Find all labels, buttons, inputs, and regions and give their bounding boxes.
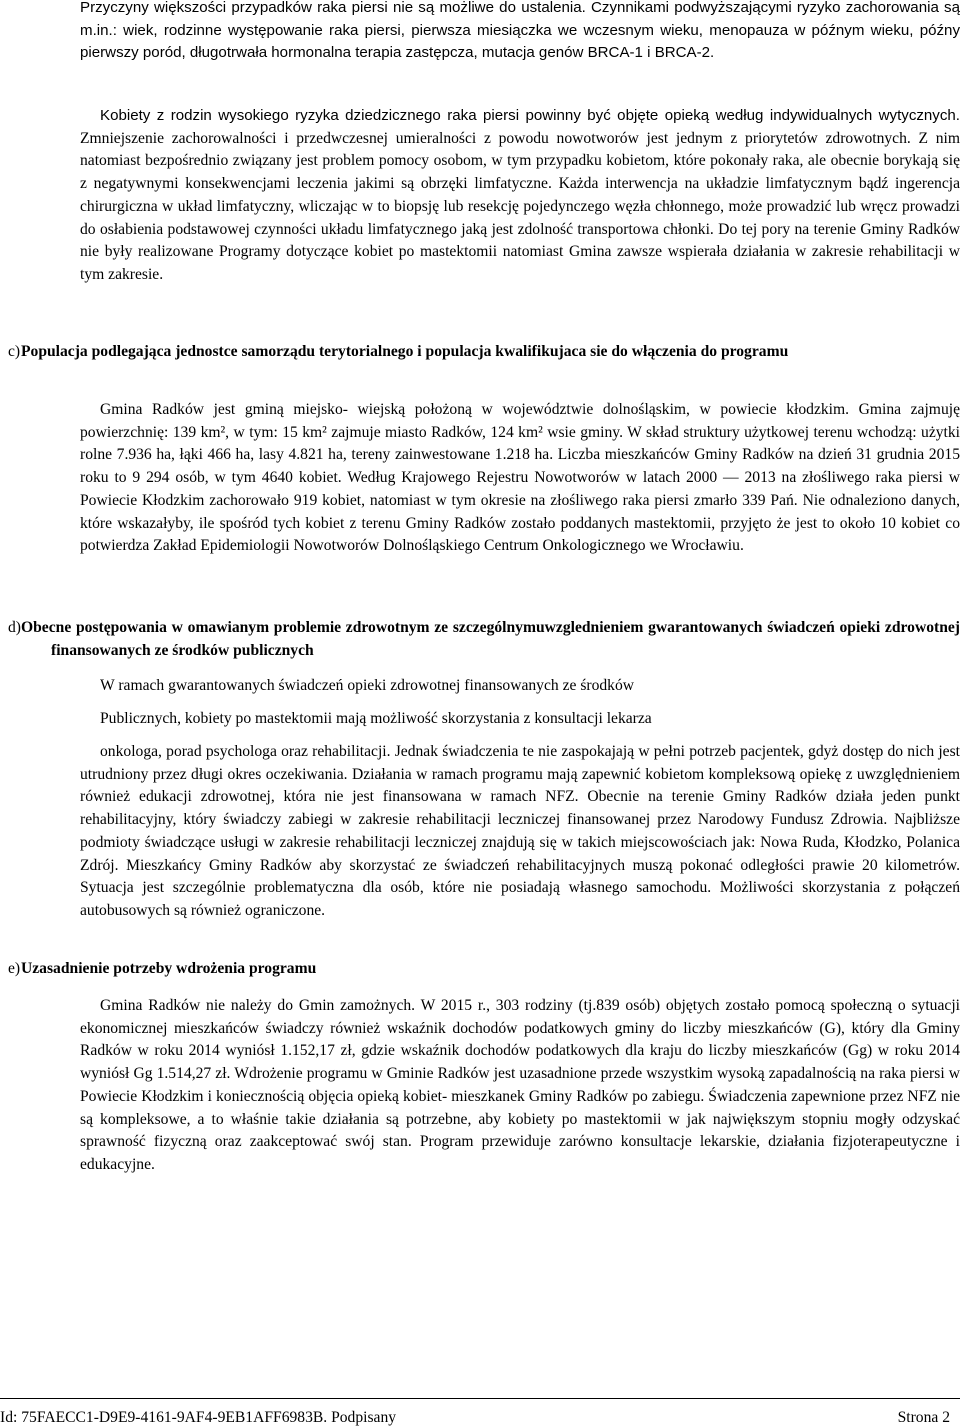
section-e-label: e): [8, 960, 21, 977]
section-e-text: Gmina Radków nie należy do Gmin zamożnych. W 2015 r., 303 rodziny (tj.839 osób) objętych zostało pomocą społeczną o sytuacji ekonomicznej mieszkańców świadczy również wskaźnik dochodów podatkowych gminy do liczby mieszkańców (G), który dla Gminy Radków w roku 2014 wyniósł 1.152,17 zł, gdzie wskaźnik dochodów podatkowych dla kraju do liczby mieszkańców (Gg) w roku 2014 wyniósł Gg 1.514,27 zł. Wdrożenie programu w Gminie Radków jest uzasadnione przede wszystkim wysoką zapadalnością na raka piersi w Powiecie Kłodzkim i koniecznością objęcia opieką kobiet- mieszkanek Gminy Radków po zabiegu. Świadczenia zapewnione przez NFZ nie są kompleksowe, a to właśnie takie działania są potrzebne, aby kobiety po mastektomii w jak największym stopniu mogły odzyskać sprawność fizyczną oraz zaakceptować swój stan. Program przewiduje zarówno konsultacje lekarskie, działania fizjoterapeutyczne i edukacyjne.: [80, 997, 960, 1173]
section-e-title: Uzasadnienie potrzeby wdrożenia programu: [21, 960, 317, 977]
section-d-heading: [8, 617, 960, 662]
section-c-title: Populacja podlegająca jednostce samorządu terytorialnego i populacja kwalifikujaca sie do włączenia do programu: [21, 343, 789, 360]
section-e-heading: [8, 958, 960, 981]
document-id: Id: 75FAECC1-D9E9-4161-9AF4-9EB1AFF6983B. Podpisany: [0, 1409, 397, 1426]
paragraph-lymphatic: [80, 105, 960, 287]
footer-divider: [0, 1398, 960, 1399]
paragraph-lymphatic-lead: Kobiety z rodzin wysokiego ryzyka dziedzicznego raka piersi powinny być objęte opieką według indywidualnych wytycznych.: [100, 107, 960, 124]
section-d-text: onkologa, porad psychologa oraz rehabilitacji. Jednak świadczenia te nie zaspokajają w pełni potrzeb pacjentek, gdyż dostęp do nich jest utrudniony przez długi okres oczekiwania. Działania w ramach programu mają zapewnić kobietom kompleksową opiekę z uwzględnieniem również edukacji zdrowotnej, która nie jest finansowana w ramach NFZ. Obecnie na terenie Gminy Radków działa jeden punkt rehabilitacyjny, który świadczy zabiegi w zakresie rehabilitacji leczniczej finansowanej przez Narodowy Fundusz Zdrowia. Najbliższe podmioty świadczące usługi w zakresie rehabilitacji leczniczej znajdują się w takich miejscowościach jak: Nowa Ruda, Kłodzko, Polanica Zdrój. Mieszkańcy Gminy Radków aby skorzystać ze świadczeń rehabilitacyjnych muszą pokonać odległości prawie 20 kilometrów. Sytuacja jest szczególnie problematyczna dla osób, które nie posiadają własnego samochodu. Możliwości skorzystania z połączeń autobusowych są również ograniczone.: [80, 743, 960, 919]
paragraph-risk-factors: Przyczyny większości przypadków raka piersi nie są możliwe do ustalenia. Czynnikami podwyższającymi ryzyko zachorowania są m.in.: wiek, rodzinne występowanie raka piersi, pierwsza miesiączka we wczesnym wieku, menopauza w późnym wieku, późny pierwszy poród, długotrwała hormonalna terapia zastępcza, mutacja genów BRCA-1 i BRCA-2.: [80, 0, 960, 62]
section-d-line-2: Publicznych, kobiety po mastektomii mają możliwość skorzystania z konsultacji lekarza: [100, 710, 652, 727]
section-c-heading: [8, 341, 960, 364]
section-d-line-1: W ramach gwarantowanych świadczeń opieki zdrowotnej finansowanych ze środków: [100, 677, 635, 694]
page-number: Strona 2: [897, 1409, 950, 1426]
section-c-label: c): [8, 343, 21, 360]
section-d-label: d): [8, 619, 21, 636]
section-c-text: Gmina Radków jest gminą miejsko- wiejską położoną w województwie dolnośląskim, w powiecie kłodzkim. Gmina zajmuję powierzchnię: 139 km², w tym: 15 km² zajmuje miasto Radków, 124 km² wsie gminy. W skład struktury użytkowej terenu wchodzą: użytki rolne 7.936 ha, łąki 466 ha, lasy 4.821 ha, tereny zainwestowane 1.218 ha. Liczba mieszkańców Gminy Radków na dzień 31 grudnia 2015 roku to 9 294 osób, w tym 4640 kobiet. Według Krajowego Rejestru Nowotworów w latach 2000 — 2013 na złośliwego raka piersi w Powiecie Kłodzkim zachorowało 919 kobiet, natomiast w tym okresie na złośliwego raka piersi zmarło 339 Pań. Nie odnaleziono danych, które wskazałyby, ile spośród tych kobiet z terenu Gminy Radków zostało poddanych mastektomii, przyjęto że jest to około 10 kobiet co potwierdza Zakład Epidemiologii Nowotworów Dolnośląskiego Centrum Onkologicznego we Wrocławiu.: [80, 401, 960, 555]
paragraph-lymphatic-body: Zmniejszenie zachorowalności i przedwczesnej umieralności z powodu nowotworów jest jednym z priorytetów zdrowotnych. Z nim natomiast bezpośrednio związany jest problem pomocy osobom, w tym przypadku kobietom, które pokonały raka, ale obecnie borykają się z negatywnymi konsekwencjami leczenia jakimi są obrzęki limfatyczne. Każda interwencja na układzie limfatycznym bądź ingerencja chirurgiczna w układ limfatyczny, wliczając w to biopsję lub resekcję pojedynczego węzła chłonnego, może prowadzić lub wręcz prowadzi do osłabienia podstawowej czynności układu limfatycznego jaką jest zdolność transportowa chłonki. Do tej pory na terenie Gminy Radków nie były realizowane Programy dotyczące kobiet po mastektomii natomiast Gmina zawsze wspierała działania w zakresie rehabilitacji w tym zakresie.: [80, 129, 960, 283]
section-d-title: Obecne postępowania w omawianym problemie zdrowotnym ze szczególnymuwzglednieniem gwarantowanych świadczeń opieki zdrowotnej finansowanych ze środków publicznych: [21, 619, 960, 659]
